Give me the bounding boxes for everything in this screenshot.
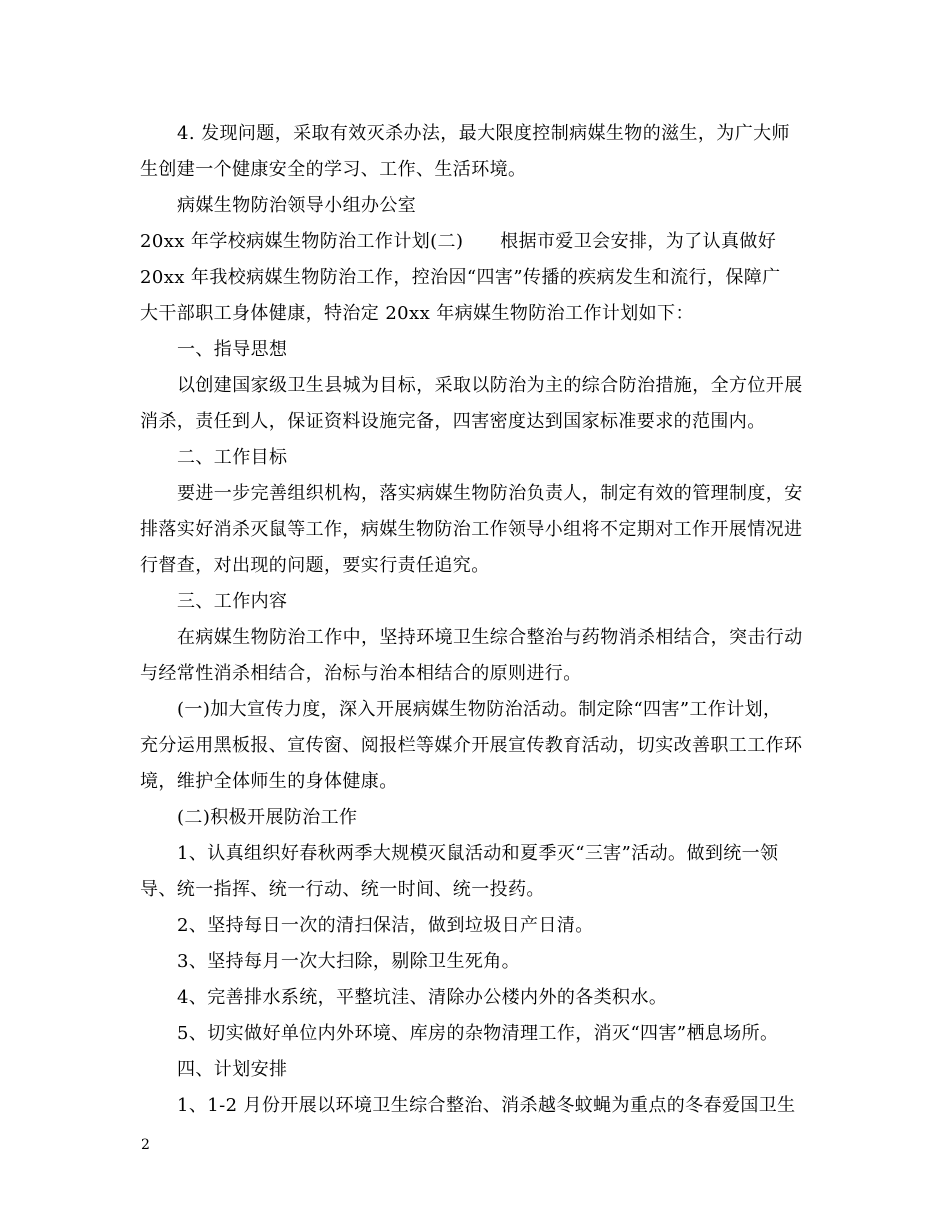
text-line: 以创建国家级卫生县城为目标，采取以防治为主的综合防治措施，全方位开展 [177, 375, 803, 396]
page-number: 2 [141, 1137, 150, 1153]
text-line: (一)加大宣传力度，深入开展病媒生物防治活动。制定除“四害”工作计划， [177, 699, 782, 720]
text-line: 境，维护全体师生的身体健康。 [140, 771, 398, 792]
text-line: 在病媒生物防治工作中，坚持环境卫生综合整治与药物消杀相结合，突击行动 [177, 627, 803, 648]
text-line: 充分运用黑板报、宣传窗、阅报栏等媒介开展宣传教育活动，切实改善职工工作环 [140, 735, 803, 756]
text-line: 行督查，对出现的问题，要实行责任追究。 [140, 555, 490, 576]
text-line: (二)积极开展防治工作 [177, 807, 358, 828]
text-line: 4、完善排水系统，平整坑洼、清除办公楼内外的各类积水。 [177, 987, 668, 1008]
text-line: 20xx 年学校病媒生物防治工作计划(二) 根据市爱卫会安排，为了认真做好 [140, 231, 777, 252]
text-line: 要进一步完善组织机构，落实病媒生物防治负责人，制定有效的管理制度，安 [177, 483, 803, 504]
document-body [140, 116, 812, 1124]
text-line: 排落实好消杀灭鼠等工作，病媒生物防治工作领导小组将不定期对工作开展情况进 [140, 519, 803, 540]
text-line: 2、坚持每日一次的清扫保洁，做到垃圾日产日清。 [177, 915, 594, 936]
text-line: 病媒生物防治领导小组办公室 [177, 195, 417, 216]
text-line: 1、1-2 月份开展以环境卫生综合整治、消杀越冬蚊蝇为重点的冬春爱国卫生 [177, 1095, 796, 1116]
text-line: 一、指导思想 [177, 339, 288, 360]
text-line: 二、工作目标 [177, 447, 288, 468]
text-line: 生创建一个健康安全的学习、工作、生活环境。 [140, 159, 527, 180]
text-line: 导、统一指挥、统一行动、统一时间、统一投药。 [140, 879, 545, 900]
text-line: 20xx 年我校病媒生物防治工作，控治因“四害”传播的疾病发生和流行，保障广 [140, 267, 781, 288]
text-line: 大干部职工身体健康，特治定 20xx 年病媒生物防治工作计划如下： [140, 303, 694, 324]
text-line: 三、工作内容 [177, 591, 288, 612]
text-line: 5、切实做好单位内外环境、库房的杂物清理工作，消灭“四害”栖息场所。 [177, 1023, 779, 1044]
text-line: 四、计划安排 [177, 1059, 288, 1080]
text-line: 与经常性消杀相结合，治标与治本相结合的原则进行。 [140, 663, 582, 684]
text-line: 3、坚持每月一次大扫除，剔除卫生死角。 [177, 951, 521, 972]
text-line: 1、认真组织好春秋两季大规模灭鼠活动和夏季灭“三害”活动。做到统一领 [177, 843, 779, 864]
text-line: 消杀，责任到人，保证资料设施完备，四害密度达到国家标准要求的范围内。 [140, 411, 766, 432]
text-line: 4. 发现问题，采取有效灭杀办法，最大限度控制病媒生物的滋生，为广大师 [177, 123, 790, 144]
